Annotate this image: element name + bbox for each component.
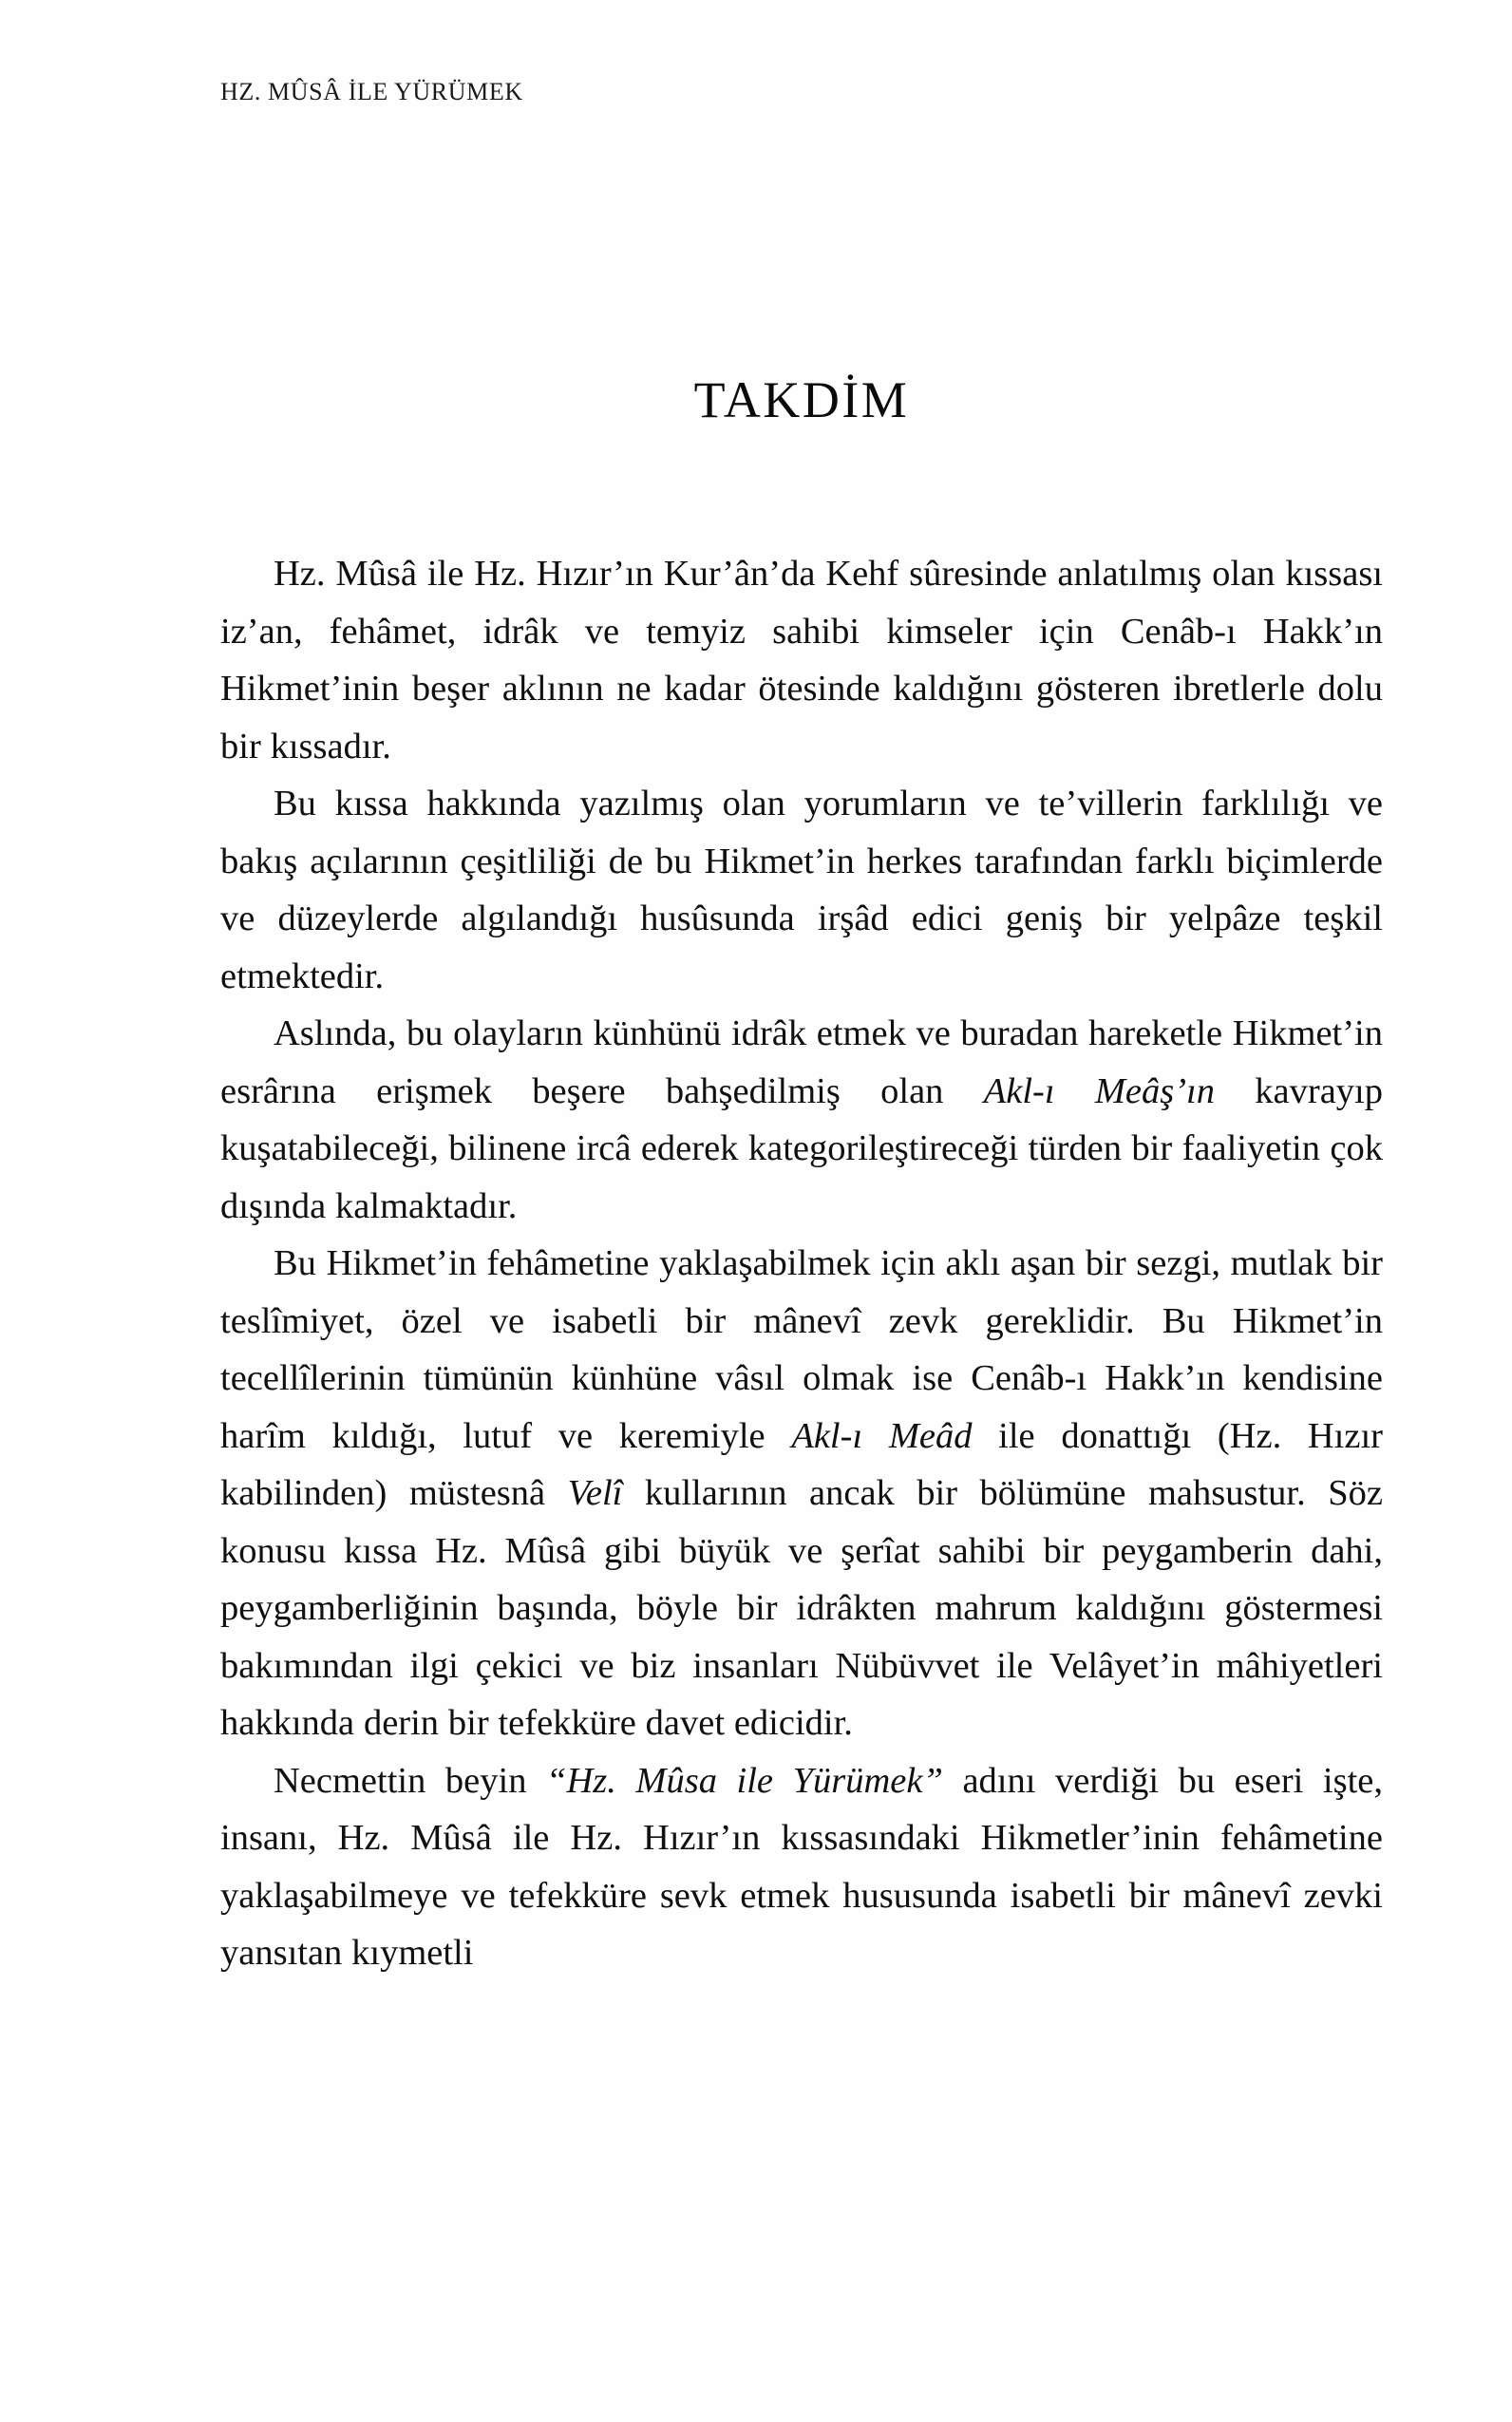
paragraph-1	[220, 545, 1383, 775]
text-run: kavrayıp kuşatabileceği, bilinene ircâ ederek kategorileştireceği türden bir faaliyetin çok dışında kalmaktadır.	[220, 1070, 1383, 1226]
text-run: Aslında, bu olayların künhünü idrâk etmek ve buradan hareketle Hikmet’in esrârına erişmek beşere bahşedilmiş olan	[220, 1013, 1383, 1111]
paragraph-4	[220, 1235, 1383, 1752]
chapter-title: TAKDİM	[693, 371, 910, 428]
running-header: HZ. MÛSÂ İLE YÜRÜMEK	[220, 78, 523, 105]
paragraph-3	[220, 1005, 1383, 1235]
emphasised-term: “Hz. Mûsa ile Yürümek”	[546, 1760, 943, 1801]
text-run: Bu Hikmet’in fehâmetine yaklaşabilmek için aklı aşan bir sezgi, mutlak bir teslîmiyet, özel ve isabetli bir mânevî zevk gereklidir. Bu Hikmet’in tecellîlerinin tümünün künhüne vâsıl olmak ise Cenâb-ı Hakk’ın kendisine harîm kıldığı, lutuf ve keremiyle	[220, 1243, 1383, 1456]
paragraph-2	[220, 775, 1383, 1005]
text-run: Bu kıssa hakkında yazılmış olan yorumların ve te’villerin farklılığı ve bakış açılarının çeşitliliği de bu Hikmet’in herkes tarafından farklı biçimlerde ve düzeylerde algılandığı husûsunda irşâd edici geniş bir yelpâze teşkil etmektedir.	[220, 784, 1383, 996]
emphasised-term: Velî	[567, 1473, 623, 1513]
text-run: ile donattığı (Hz. Hızır kabilinden) müstesnâ	[220, 1415, 1383, 1513]
text-run: Hz. Mûsâ ile Hz. Hızır’ın Kur’ân’da Kehf sûresinde anlatılmış olan kıssası iz’an, fehâmet, idrâk ve temyiz sahibi kimseler için Cenâb-ı Hakk’ın Hikmet’inin beşer aklının ne kadar ötesinde kaldığını gösteren ibretlerle dolu bir kıssadır.	[220, 554, 1383, 766]
emphasised-term: Akl-ı Meâd	[791, 1415, 973, 1456]
emphasised-term: Akl-ı Meâş’ın	[983, 1070, 1215, 1111]
body-text-block	[220, 545, 1383, 1982]
text-run: Necmettin beyin	[274, 1760, 547, 1801]
text-run: kullarının ancak bir bölümüne mahsustur. Söz konusu kıssa Hz. Mûsâ gibi büyük ve şerîat sahibi bir peygamberin dahi, peygamberliğinin başında, böyle bir idrâkten mahrum kaldığını göstermesi bakımından ilgi çekici ve biz insanları Nübüvvet ile Velâyet’in mâhiyetleri hakkında derin bir tefekküre davet edicidir.	[220, 1473, 1383, 1743]
text-run: adını verdiği bu eseri işte, insanı, Hz. Mûsâ ile Hz. Hızır’ın kıssasındaki Hikmetler’inin fehâmetine yaklaşabilmeye ve tefekküre sevk etmek hususunda isabetli bir mânevî zevki yansıtan kıymetli	[220, 1760, 1383, 1973]
paragraph-5	[220, 1752, 1383, 1982]
